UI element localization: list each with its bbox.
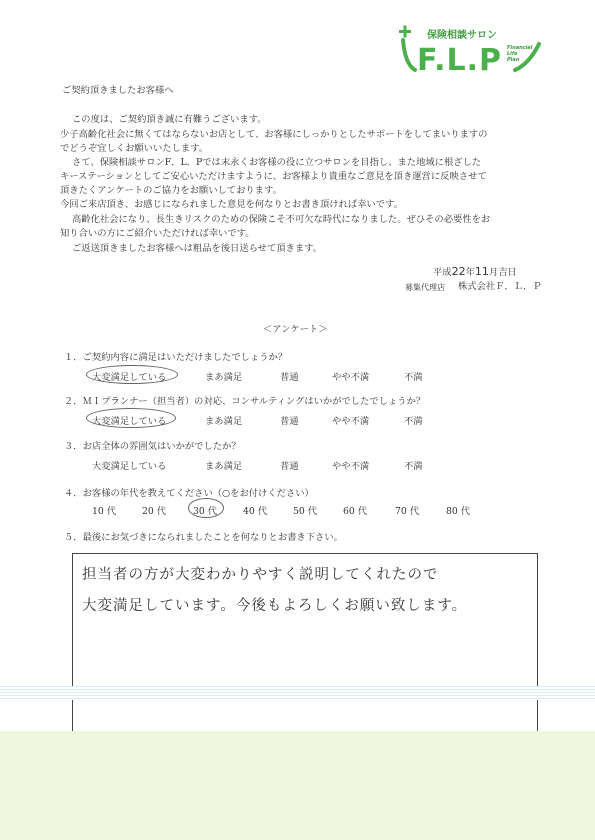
q1-text: １．ご契約内容に満足はいただけましたでしょうか？ <box>64 352 288 363</box>
company-name: 株式会社Ｆ．Ｌ．Ｐ <box>458 281 542 292</box>
q4-option-80s[interactable]: 80 代 <box>446 506 471 517</box>
q3-option-very-satisfied[interactable]: 大変満足している <box>92 461 167 472</box>
q3-option-neutral[interactable]: 普通 <box>280 461 299 472</box>
logo-company-name: 保険相談サロン <box>427 30 497 41</box>
letter-date: 平成22年11月吉日 <box>433 265 517 278</box>
footer-background <box>0 731 595 840</box>
letter-line-3: でどうぞ宜しくお願いいたします。 <box>60 143 209 154</box>
q4-selection-circle <box>188 498 224 518</box>
q1-selection-circle <box>86 365 178 384</box>
q2-option-somewhat-satisfied[interactable]: まあ満足 <box>205 416 243 427</box>
letter-line-1: この度は、ご契約頂き誠に有難うございます。 <box>72 114 267 125</box>
q5-answer-line-1: 担当者の方が大変わかりやすく説明してくれたので <box>82 567 439 583</box>
date-month-handwritten: 11 <box>474 265 489 278</box>
agency-label: 募集代理店 <box>405 283 445 292</box>
letter-line-6: 頂きたくアンケートのご協力をお願いしております。 <box>60 185 282 196</box>
letter-line-10: ご返送頂きましたお客様へは粗品を後日送らせて頂きます。 <box>72 243 322 254</box>
q4-option-30s[interactable]: 30 代 <box>193 506 218 517</box>
scan-band <box>0 686 595 700</box>
letter-line-7: 今回ご来店頂き、お感じになられました意見を何なりとお書き頂ければ幸いです。 <box>60 199 403 210</box>
q5-text: ５．最後にお気づきになられましたことを何なりとお書き下さい。 <box>64 532 343 543</box>
q1-option-neutral[interactable]: 普通 <box>280 372 299 383</box>
survey-title: ＜アンケート＞ <box>263 324 328 335</box>
letter-line-5: キーステーションとしてご安心いただけますように、お客様より貴重なご意見を頂き運営に反映させて <box>60 171 487 182</box>
q1-option-somewhat-satisfied[interactable]: まあ満足 <box>205 372 243 383</box>
q1-option-very-satisfied[interactable]: 大変満足している <box>92 372 167 383</box>
salutation: ご契約頂きましたお客様へ <box>62 85 174 96</box>
q4-option-20s[interactable]: 20 代 <box>142 506 167 517</box>
flp-logo <box>395 24 555 84</box>
q3-option-somewhat-satisfied[interactable]: まあ満足 <box>205 461 243 472</box>
q5-answer-line-2: 大変満足しています。今後もよろしくお願い致します。 <box>82 598 468 614</box>
q2-option-neutral[interactable]: 普通 <box>280 416 299 427</box>
letter-line-2: 少子高齢化社会に無くてはならないお店として、お客様にしっかりとしたサポートをしてまいりますの <box>60 129 488 140</box>
q2-option-somewhat-dissatisfied[interactable]: やや不満 <box>332 416 370 427</box>
logo-brand: F.L.P <box>417 43 502 78</box>
q2-text: ２．ＭＩプランナー（担当者）の対応、コンサルティングはいかがでしたでしょうか？ <box>64 396 426 407</box>
q4-text: ４．お客様の年代を教えてください（○をお付けください） <box>64 488 314 499</box>
date-year-handwritten: 22 <box>451 265 466 278</box>
q2-selection-circle <box>86 408 176 428</box>
letter-line-8: 高齢化社会になり、長生きリスクのための保険こそ不可欠な時代になりました。ぜひその必要性をお <box>72 214 491 225</box>
logo-subtitle: Financial Life Plan <box>507 45 533 63</box>
q4-option-60s[interactable]: 60 代 <box>343 506 368 517</box>
letter-line-9: 知り合いの方にご紹介いただければ幸いです。 <box>60 228 255 239</box>
q1-option-somewhat-dissatisfied[interactable]: やや不満 <box>332 372 370 383</box>
q4-option-70s[interactable]: 70 代 <box>395 506 420 517</box>
letter-line-4: さて、保険相談サロンF．L．Pでは末永くお客様の役に立つサロンを目指し、また地域に根ざした <box>72 157 482 168</box>
q1-option-dissatisfied[interactable]: 不満 <box>404 372 423 383</box>
q3-text: ３．お店全体の雰囲気はいかがでしたか？ <box>64 441 241 452</box>
q2-option-dissatisfied[interactable]: 不満 <box>404 416 423 427</box>
q4-option-40s[interactable]: 40 代 <box>243 506 268 517</box>
q2-option-very-satisfied[interactable]: 大変満足している <box>92 416 167 427</box>
q4-option-50s[interactable]: 50 代 <box>293 506 318 517</box>
q4-option-10s[interactable]: 10 代 <box>92 506 117 517</box>
q3-option-dissatisfied[interactable]: 不満 <box>404 461 423 472</box>
q3-option-somewhat-dissatisfied[interactable]: やや不満 <box>332 461 370 472</box>
